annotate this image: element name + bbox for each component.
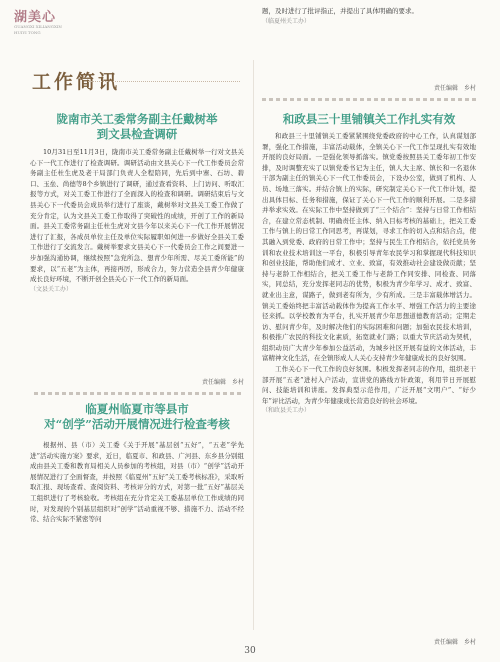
magazine-subtitle — [14, 24, 62, 36]
column-divider — [253, 60, 254, 630]
article-3-body: 和政县三十里铺镇关工委紧紧围绕党委政府的中心工作，认真谋划部署，强化工作措施，丰富活动载体，全镇关心下一代工作呈现扎实有效地开展的良好局面。一是强化领导抓落实。镇党委按照县关工委年初工作安排，及时调整充实了以镇党委书记为主任，镇人大主席、镇长和一名退休干部为副主任的镇关心下一代工作委员会，下设办公室，做到了机构、人员、场地三落实。并结合镇上的实际，研究制定关心下一代工作计划，提出具体目标、任务和措施，保证了关心下一代工作的顺利开展。二是多措并举求实效。在实际工作中坚持做到了“三个结合”：坚持与日常工作相结合，在建立常态机制、明确责任主体、纳入目标考核的基础上，把关工委工作与镇上的日常工作同思考，再谋划，寻求工作的切入点和结合点，使其融入到党委、政府的日常工作中；坚持与民生工作相结合，依托党员务训和农业技术培训这一平台，积极引导青年农民学习和掌握现代科技知识和创业技能，帮助他们成才、立业、致富，有效推动社会建设做贡献；坚持与老龄工作相结合，把关工委工作与老龄工作同安排、同检查、同落实，同总结，充分发挥老同志的优势，积极为青少年学习、成才、致富、就业出主意，谋路子，做到老有所为，少有所成。三是丰富载体增活力。镇关工委始终把丰富活动载体作为提高工作水平、增强工作活力的主要途径来抓。以学校教育为平台，扎实开展青少年思想道德教育活动；定期走访、慰问青少年，及时解决他们的实际困难和问题；加强农民技术培训，积极推广农民的科技文化素质，拓宽就业门路；以重大节庆活动为契机，组织动员广大青少年参加公益活动，为城乡社区开展有益的文体活动，丰富精神文化生活，在全镇形成人人关心支持青少年健康成长的良好氛围。 — [262, 132, 476, 363]
article-separator — [262, 98, 476, 101]
section-divider — [88, 81, 240, 82]
article-2-continued — [262, 6, 476, 27]
article-2-body: 根据州、县（市）关工委《关于开展“基层创“五好”，“五老”学先进”活动实施方案》要求，近日，临夏市、和政县、广河县、东乡县分别组成由县关工委和教育局相关人员参加的考核组，对县（市）“创学”活动开展情况进行了全面督查，并按照《临夏州“五好”关工委考核标准》，采取听取汇报、现场查看、查阅资料、考核评分的方式，对第一批“五好”基层关工组织进行了考核验收。考核组在充分肯定关工委基层单位工作成绩的同时，对发现的个别基层组织对“创学”活动重视不够、措施不力、活动不经常、结合实际不紧密等问 — [30, 441, 244, 524]
page-number: 30 — [244, 646, 256, 656]
article-3-title: 和政县三十里铺镇关工作扎实有效 — [282, 112, 456, 126]
magazine-logo: 湖美心 — [14, 10, 57, 25]
article-2-continued-text: 题，及时进行了批评指正，并提出了具体明确的要求。 — [262, 7, 418, 15]
article-2-editor: 责任编辑 乡村 — [433, 85, 476, 92]
article-1 — [30, 112, 244, 374]
article-2-title-line-2: 对“创学”活动开展情况进行检查考核 — [44, 417, 230, 431]
section-title: 工作简讯 — [32, 71, 121, 93]
article-1-source: （文县关工办） — [30, 285, 73, 293]
article-3 — [262, 112, 476, 630]
article-3-editor: 责任编辑 乡村 — [433, 639, 476, 646]
article-3-source: （和政县关工办） — [262, 407, 311, 415]
article-1-body: 10月31日至11月3日，陇南市关工委常务副主任戴树举一行对文县关心下一代工作进行了检查调研。调研活动由文县关心下一代工作委员会常务副主任杜生虎及老干局部门负责人全程陪同，先后到中寨、石坊、碧口、玉垒、尚德等8个乡镇进行了调研，通过查看资料、上门访问、听取汇报等方式，对关工委工作进行了全面深入的检查和调研。调研结束后与文县关心下一代委员会成员举行进行了座谈，戴树举对文县关工委工作做了充分肯定，认为文县关工委工作取得了突破性的成绩，开创了工作的新局面。县关工委常务副主任杜生虎对文县今年以来关心下一代工作开展情况进行了汇报，各成员单位主任及单位实际履职如何进一步做好全县关工委工作进行了交流发言。戴树举要求文县关心下一代委员会工作之间要进一步加强沟通协调，继续按照“急党所急、想青少年所需、尽关工委所能”的要求，以“五老”为主体，再接再厉，形成合力，努力营造全县青少年健康成长良好环境，不断开创全县关心下一代工作的新局面。 — [30, 148, 244, 284]
article-2 — [30, 402, 244, 632]
article-1-title-line-1: 陇南市关工委常务副主任戴树举 — [56, 112, 218, 126]
subtitle-line-2: HUIYI TONG — [14, 30, 41, 35]
article-3-body-continued: 工作关心下一代工作的良好氛围。积极发挥老同志的作用，组织老干部开展“五老”进村入户活动，宣讲党的路线方针政策，利用节日开展慰问、技能培训和讲座。发挥典型示范作用，广泛开展“文明户”、“好少年”评比活动，为青少年健康成长营造良好的社会环境。 — [262, 365, 476, 405]
article-1-title-line-2: 到文县检查调研 — [96, 127, 178, 141]
subtitle-line-1: GUANGXI XILIANGXIN — [14, 24, 62, 29]
article-1-editor: 责任编辑 乡村 — [201, 379, 244, 386]
article-separator — [34, 392, 244, 395]
article-2-title-line-1: 临夏州临夏市等县市 — [85, 402, 189, 416]
article-2-source: （临夏州关工办） — [262, 17, 311, 25]
